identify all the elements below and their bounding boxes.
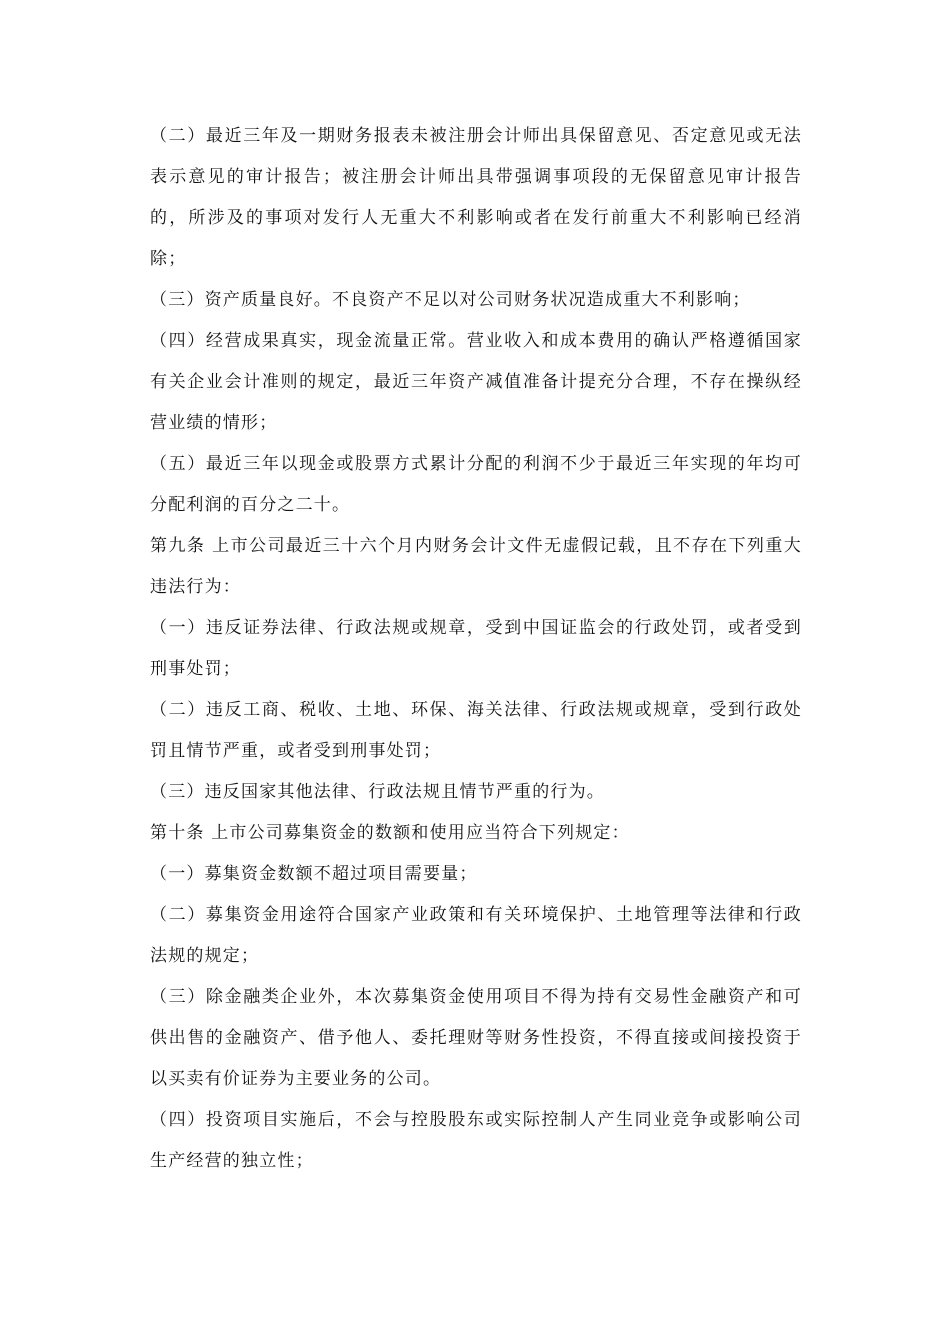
paragraph-4-operating-results: （四）经营成果真实，现金流量正常。营业收入和成本费用的确认严格遵循国家有关企业会计准则的规定，最近三年资产减值准备计提充分合理，不存在操纵经营业绩的情形；: [150, 331, 802, 433]
article-10-item-4: （四）投资项目实施后，不会与控股股东或实际控制人产生同业竞争或影响公司生产经营的独立性；: [150, 1110, 802, 1171]
article-9-heading: 第九条 上市公司最近三十六个月内财务会计文件无虚假记载，且不存在下列重大违法行为：: [150, 536, 802, 597]
article-9-item-2: （二）违反工商、税收、土地、环保、海关法律、行政法规或规章，受到行政处罚且情节严重，或者受到刑事处罚；: [150, 700, 802, 761]
article-9-item-1: （一）违反证券法律、行政法规或规章，受到中国证监会的行政处罚，或者受到刑事处罚；: [150, 618, 802, 679]
article-10-item-2: （二）募集资金用途符合国家产业政策和有关环境保护、土地管理等法律和行政法规的规定；: [150, 905, 802, 966]
article-9-item-3: （三）违反国家其他法律、行政法规且情节严重的行为。: [150, 782, 605, 802]
article-10-item-3: （三）除金融类企业外，本次募集资金使用项目不得为持有交易性金融资产和可供出售的金融资产、借予他人、委托理财等财务性投资，不得直接或间接投资于以买卖有价证券为主要业务的公司。: [150, 987, 802, 1089]
paragraph-2-audit-opinion: （二）最近三年及一期财务报表未被注册会计师出具保留意见、否定意见或无法表示意见的审计报告；被注册会计师出具带强调事项段的无保留意见审计报告的，所涉及的事项对发行人无重大不利影响或者在发行前重大不利影响已经消除；: [150, 126, 802, 269]
article-10-item-1: （一）募集资金数额不超过项目需要量；: [150, 864, 478, 884]
document-body: [150, 116, 802, 1182]
article-10-heading: 第十条 上市公司募集资金的数额和使用应当符合下列规定：: [150, 823, 630, 843]
paragraph-5-profit-distribution: （五）最近三年以现金或股票方式累计分配的利润不少于最近三年实现的年均可分配利润的百分之二十。: [150, 454, 802, 515]
paragraph-3-asset-quality: （三）资产质量良好。不良资产不足以对公司财务状况造成重大不利影响；: [150, 290, 751, 310]
